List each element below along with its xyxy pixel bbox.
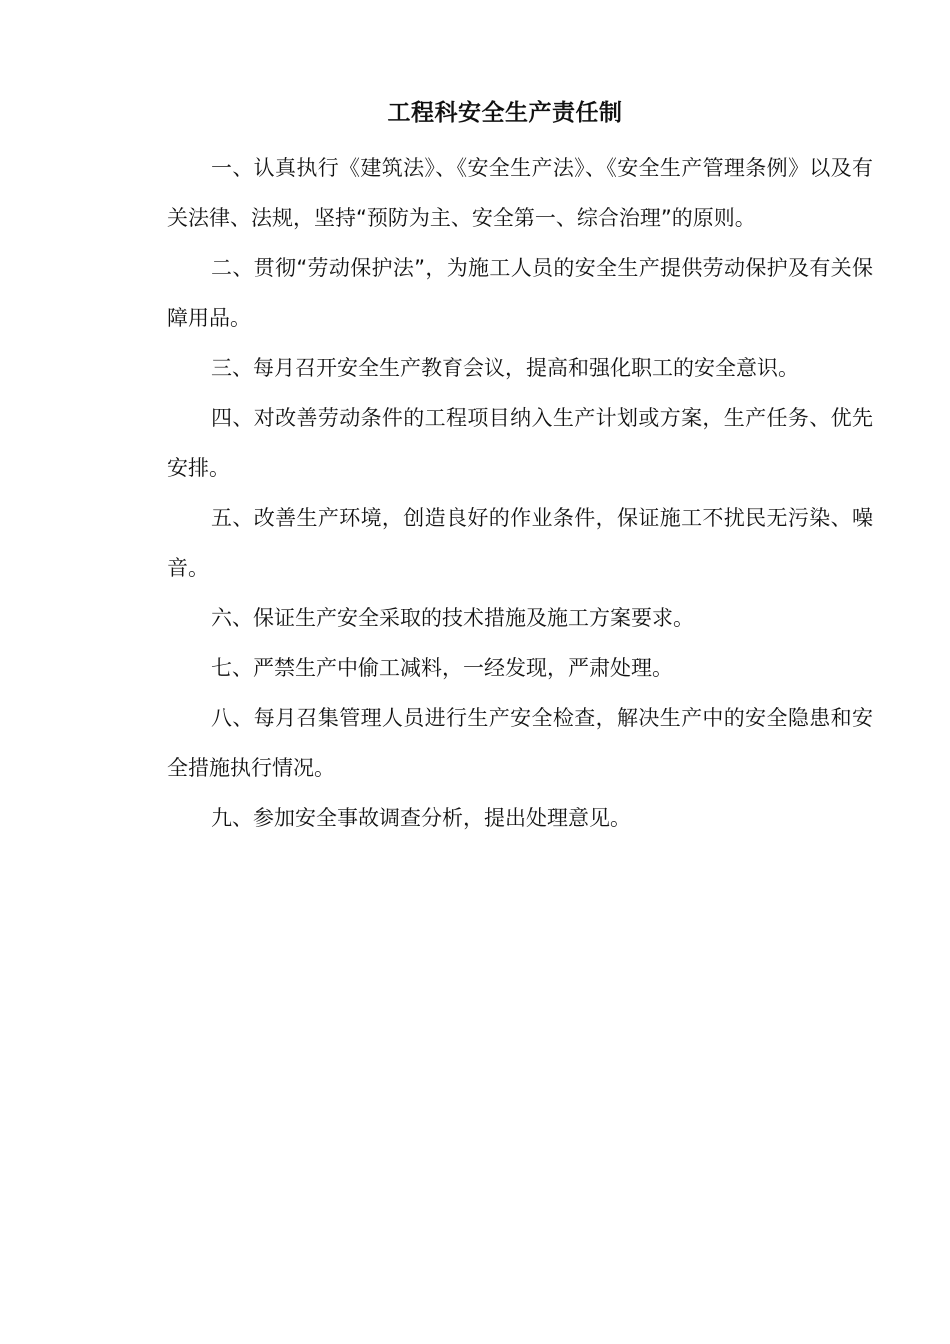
paragraph-6: 六、保证生产安全采取的技术措施及施工方案要求。 [211,606,694,630]
paragraph-3: 三、每月召开安全生产教育会议，提高和强化职工的安全意识。 [211,356,799,380]
paragraph-9: 九、参加安全事故调查分析，提出处理意见。 [211,806,631,830]
paragraph-2: 二、贯彻“劳动保护法”，为施工人员的安全生产提供劳动保护及有关保障用品。 [167,256,873,330]
paragraph-7: 七、严禁生产中偷工减料，一经发现，严肃处理。 [211,656,673,680]
paragraph-1: 一、认真执行《建筑法》、《安全生产法》、《安全生产管理条例》以及有关法律、法规，坚持“预防为主、安全第一、综合治理”的原则。 [167,156,873,230]
document-body [167,143,873,843]
paragraph-5: 五、改善生产环境，创造良好的作业条件，保证施工不扰民无污染、噪音。 [167,506,873,580]
paragraph-4: 四、对改善劳动条件的工程项目纳入生产计划或方案，生产任务、优先安排。 [167,406,873,480]
paragraph-8: 八、每月召集管理人员进行生产安全检查，解决生产中的安全隐患和安全措施执行情况。 [167,706,873,780]
document-title: 工程科安全生产责任制 [387,100,623,126]
